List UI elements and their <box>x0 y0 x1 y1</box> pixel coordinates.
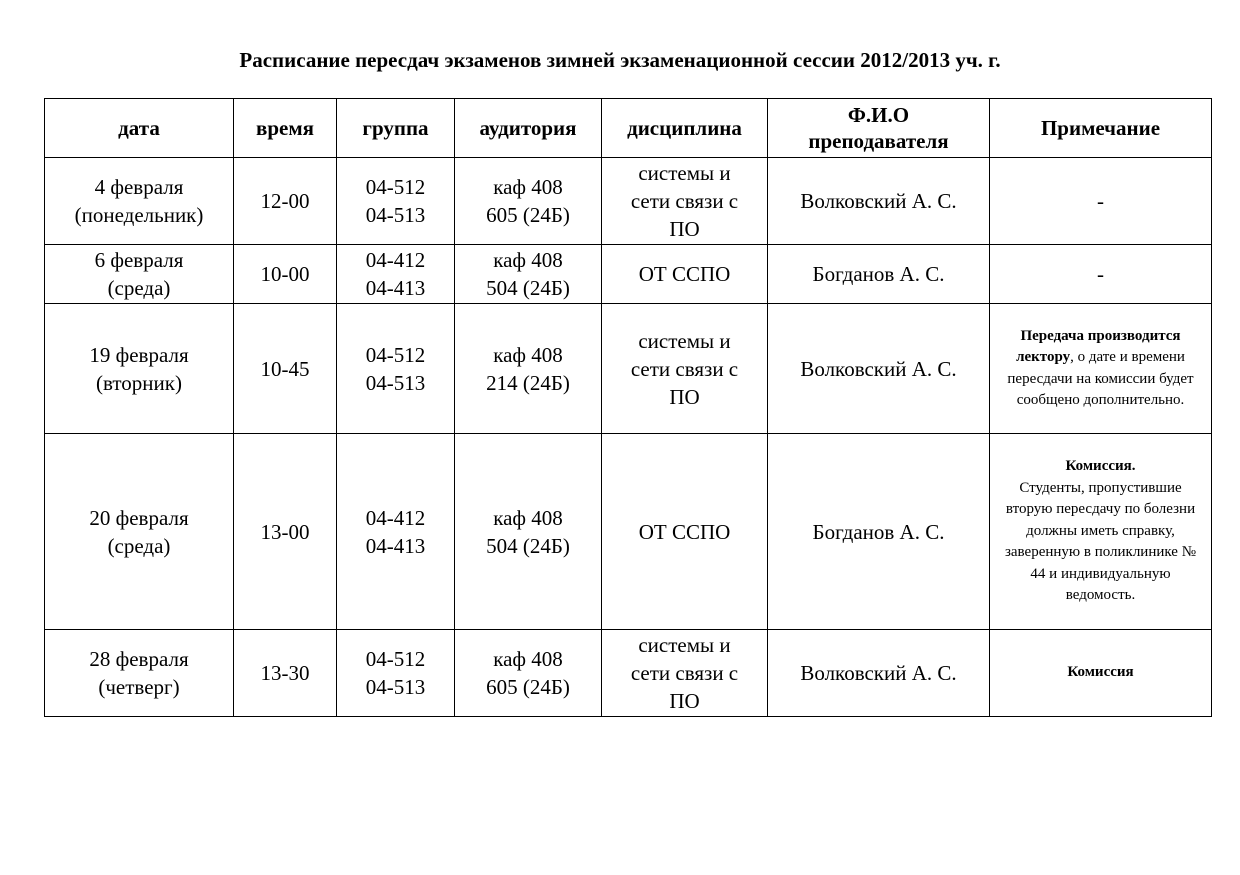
room-cell <box>455 158 602 245</box>
table-row <box>45 630 1212 717</box>
header-note: Примечание <box>990 99 1212 158</box>
note-cell <box>990 304 1212 434</box>
group-text: 04-512 <box>365 647 426 671</box>
room-text: 504 (24Б) <box>486 533 570 558</box>
group-text: 04-512 <box>365 175 426 199</box>
header-teacher <box>768 99 990 158</box>
discipline-text: системы и <box>638 633 731 657</box>
date-text: 6 февраля <box>94 248 184 272</box>
note-cell: - <box>990 245 1212 304</box>
weekday-text: (четверг) <box>98 675 180 699</box>
date-text: 28 февраля <box>89 647 189 671</box>
time-cell: 12-00 <box>234 158 337 245</box>
header-teacher-line1: Ф.И.О <box>847 103 910 127</box>
room-cell <box>455 304 602 434</box>
group-cell <box>337 245 455 304</box>
header-time: время <box>234 99 337 158</box>
room-text: 504 (24Б) <box>486 276 570 300</box>
weekday-text: (вторник) <box>96 370 182 395</box>
retake-schedule-table <box>44 98 1212 717</box>
header-date: дата <box>45 99 234 158</box>
discipline-text: системы и <box>638 328 731 353</box>
group-cell <box>337 630 455 717</box>
discipline-text: системы и <box>638 161 731 185</box>
teacher-cell: Волковский А. С. <box>768 304 990 434</box>
table-row <box>45 158 1212 245</box>
header-room: аудитория <box>455 99 602 158</box>
group-text: 04-413 <box>365 276 426 300</box>
date-cell <box>45 304 234 434</box>
table-row <box>45 245 1212 304</box>
group-cell <box>337 304 455 434</box>
room-cell <box>455 434 602 630</box>
discipline-cell <box>602 630 768 717</box>
document-title: Расписание пересдач экзаменов зимней экзаменационной сессии 2012/2013 уч. г. <box>239 48 1001 72</box>
date-text: 20 февраля <box>89 505 189 530</box>
date-text: 19 февраля <box>89 342 189 367</box>
discipline-text: ПО <box>669 689 700 713</box>
room-text: каф 408 <box>493 342 563 367</box>
discipline-text: сети связи с <box>630 356 739 381</box>
note-bold-text: Комиссия <box>1067 664 1134 681</box>
header-teacher-line2: преподавателя <box>808 129 949 153</box>
room-text: каф 408 <box>493 175 563 199</box>
group-cell <box>337 434 455 630</box>
room-text: каф 408 <box>493 505 563 530</box>
weekday-text: (среда) <box>107 276 171 300</box>
time-cell: 13-30 <box>234 630 337 717</box>
discipline-cell: ОТ ССПО <box>602 245 768 304</box>
header-row <box>45 99 1212 158</box>
note-text: , о дате и времени пересдачи на комиссии будет сообщено дополнительно. <box>1007 349 1194 408</box>
note-bold-text: Передача производится лектору <box>1016 327 1181 365</box>
header-discipline: дисциплина <box>602 99 768 158</box>
group-text: 04-413 <box>365 533 426 558</box>
note-text: Студенты, пропустившие вторую пересдачу по болезни должны иметь справку, заверенную в поликлинике № 44 и индивидуальную ведомость. <box>1004 479 1197 604</box>
room-text: каф 408 <box>493 647 563 671</box>
note-cell <box>990 630 1212 717</box>
group-text: 04-513 <box>365 370 426 395</box>
discipline-text: ПО <box>669 217 700 241</box>
date-cell <box>45 245 234 304</box>
time-cell: 13-00 <box>234 434 337 630</box>
room-cell <box>455 630 602 717</box>
teacher-cell: Богданов А. С. <box>768 434 990 630</box>
date-cell <box>45 630 234 717</box>
date-cell <box>45 158 234 245</box>
date-text: 4 февраля <box>94 175 184 199</box>
room-text: 214 (24Б) <box>486 370 570 395</box>
teacher-cell: Волковский А. С. <box>768 630 990 717</box>
time-cell: 10-00 <box>234 245 337 304</box>
discipline-text: сети связи с <box>630 189 739 213</box>
discipline-text: ПО <box>669 384 700 409</box>
weekday-text: (среда) <box>107 533 171 558</box>
discipline-cell: ОТ ССПО <box>602 434 768 630</box>
group-text: 04-412 <box>365 505 426 530</box>
header-group: группа <box>337 99 455 158</box>
note-cell: - <box>990 158 1212 245</box>
room-text: каф 408 <box>493 248 563 272</box>
room-cell <box>455 245 602 304</box>
note-cell <box>990 434 1212 630</box>
group-text: 04-412 <box>365 248 426 272</box>
teacher-cell: Волковский А. С. <box>768 158 990 245</box>
discipline-cell <box>602 158 768 245</box>
weekday-text: (понедельник) <box>74 203 204 227</box>
group-text: 04-512 <box>365 342 426 367</box>
discipline-text: сети связи с <box>630 661 739 685</box>
group-text: 04-513 <box>365 203 426 227</box>
room-text: 605 (24Б) <box>486 203 570 227</box>
note-bold-text: Комиссия. <box>1065 458 1136 475</box>
discipline-cell <box>602 304 768 434</box>
group-text: 04-513 <box>365 675 426 699</box>
table-row <box>45 304 1212 434</box>
group-cell <box>337 158 455 245</box>
table-row <box>45 434 1212 630</box>
time-cell: 10-45 <box>234 304 337 434</box>
date-cell <box>45 434 234 630</box>
teacher-cell: Богданов А. С. <box>768 245 990 304</box>
room-text: 605 (24Б) <box>486 675 570 699</box>
